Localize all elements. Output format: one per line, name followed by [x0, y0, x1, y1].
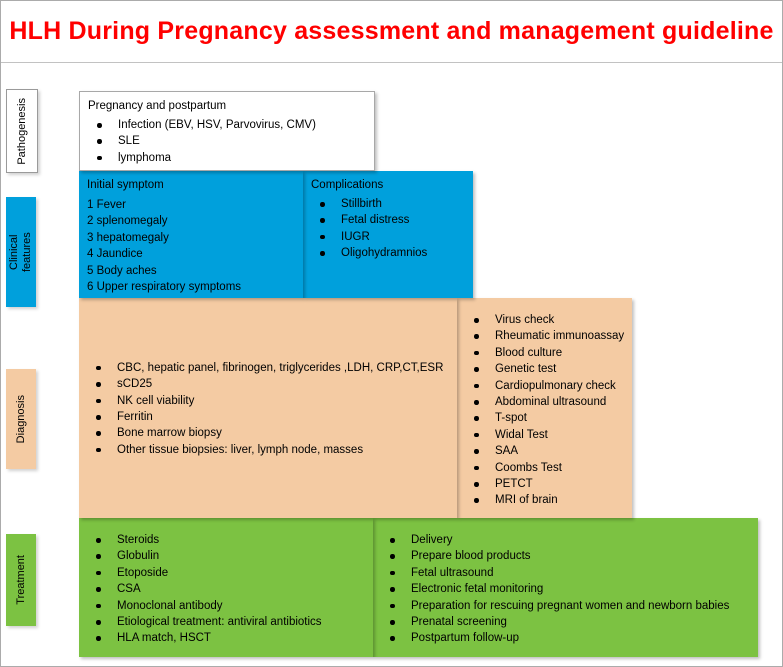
treatment-hlh-therapy-item: Etiological treatment: antiviral antibiotics — [79, 614, 373, 630]
diagnosis-workup-item: PETCT — [457, 476, 632, 492]
complications-box — [303, 171, 473, 298]
treatment-obstetric-care-item: Prepare blood products — [373, 548, 758, 564]
complication-item: IUGR — [303, 229, 473, 245]
title-bar — [1, 1, 782, 63]
diagnosis-lab-test-item: CBC, hepatic panel, fibrinogen, triglycerides ,LDH, CRP,CT,ESR — [79, 360, 457, 376]
treatment-hlh-therapy-item: HLA match, HSCT — [79, 630, 373, 646]
treatment-hlh-therapy-box — [79, 518, 373, 657]
initial-symptom-heading: Initial symptom — [87, 179, 164, 191]
treatment-obstetric-care-box — [373, 518, 758, 657]
pathogenesis-list — [80, 117, 374, 166]
diagnosis-workup-item: SAA — [457, 443, 632, 459]
diagnosis-lab-tests-list — [79, 360, 457, 458]
pathogenesis-item: lymphoma — [80, 150, 374, 166]
complications-heading: Complications — [311, 179, 384, 191]
diagnosis-lab-test-item: sCD25 — [79, 376, 457, 392]
diagnosis-workup-item: Rheumatic immunoassay — [457, 328, 632, 344]
diagnosis-workup-item: Abdominal ultrasound — [457, 394, 632, 410]
pathogenesis-item: Infection (EBV, HSV, Parvovirus, CMV) — [80, 117, 374, 133]
complication-item: Stillbirth — [303, 196, 473, 212]
treatment-hlh-therapy-item: Etoposide — [79, 565, 373, 581]
row-label-diagnosis-text: Diagnosis — [14, 394, 27, 444]
row-label-pathogenesis-text: Pathogenesis — [15, 97, 28, 165]
row-label-clinical-features-text: Clinical features — [8, 232, 33, 272]
diagnosis-lab-test-item: Other tissue biopsies: liver, lymph node, masses — [79, 442, 457, 458]
treatment-obstetric-care-item: Preparation for rescuing pregnant women and newborn babies — [373, 598, 758, 614]
treatment-obstetric-care-list — [373, 518, 758, 647]
pathogenesis-heading: Pregnancy and postpartum — [88, 100, 227, 112]
row-label-treatment-text: Treatment — [14, 555, 27, 605]
pathogenesis-item: SLE — [80, 133, 374, 149]
pathogenesis-box — [79, 91, 375, 171]
initial-symptom-line: 3 hepatomegaly — [87, 231, 169, 244]
complications-list — [303, 196, 473, 262]
diagnosis-workup-item: T-spot — [457, 410, 632, 426]
treatment-hlh-therapy-item: CSA — [79, 581, 373, 597]
initial-symptom-line: 5 Body aches — [87, 264, 157, 277]
initial-symptom-line: 1 Fever — [87, 199, 126, 211]
diagnosis-lab-test-item: NK cell viability — [79, 393, 457, 409]
page-title: HLH During Pregnancy assessment and management guideline — [9, 17, 774, 45]
treatment-obstetric-care-item: Electronic fetal monitoring — [373, 581, 758, 597]
diagnosis-workup-item: Cardiopulmonary check — [457, 378, 632, 394]
treatment-obstetric-care-item: Postpartum follow-up — [373, 630, 758, 646]
diagnosis-workup-item: Genetic test — [457, 361, 632, 377]
treatment-obstetric-care-item: Delivery — [373, 532, 758, 548]
initial-symptom-list — [79, 197, 303, 295]
diagnosis-lab-test-item: Bone marrow biopsy — [79, 425, 457, 441]
initial-symptom-line: 4 Jaundice — [87, 248, 143, 261]
treatment-hlh-therapy-item: Monoclonal antibody — [79, 598, 373, 614]
diagnosis-lab-tests-box — [79, 298, 457, 518]
treatment-hlh-therapy-item: Steroids — [79, 532, 373, 548]
diagnosis-workup-item: Blood culture — [457, 345, 632, 361]
treatment-obstetric-care-item: Fetal ultrasound — [373, 565, 758, 581]
row-label-clinical-features — [6, 197, 36, 307]
initial-symptom-line: 6 Upper respiratory symptoms — [87, 281, 242, 294]
initial-symptom-box — [79, 171, 303, 298]
diagnosis-workup-item: MRI of brain — [457, 492, 632, 508]
diagnosis-workup-item: Widal Test — [457, 427, 632, 443]
row-label-pathogenesis — [6, 89, 38, 173]
row-label-treatment — [6, 534, 36, 626]
diagnosis-lab-test-item: Ferritin — [79, 409, 457, 425]
diagnosis-workup-box — [457, 298, 632, 518]
initial-symptom-line: 2 splenomegaly — [87, 215, 168, 228]
diagnosis-workup-list — [457, 298, 632, 509]
treatment-hlh-therapy-item: Globulin — [79, 548, 373, 564]
diagnosis-workup-item: Coombs Test — [457, 460, 632, 476]
treatment-obstetric-care-item: Prenatal screening — [373, 614, 758, 630]
row-label-diagnosis — [6, 369, 36, 469]
diagnosis-workup-item: Virus check — [457, 312, 632, 328]
treatment-hlh-therapy-list — [79, 518, 373, 647]
complication-item: Fetal distress — [303, 212, 473, 228]
complication-item: Oligohydramnios — [303, 245, 473, 261]
